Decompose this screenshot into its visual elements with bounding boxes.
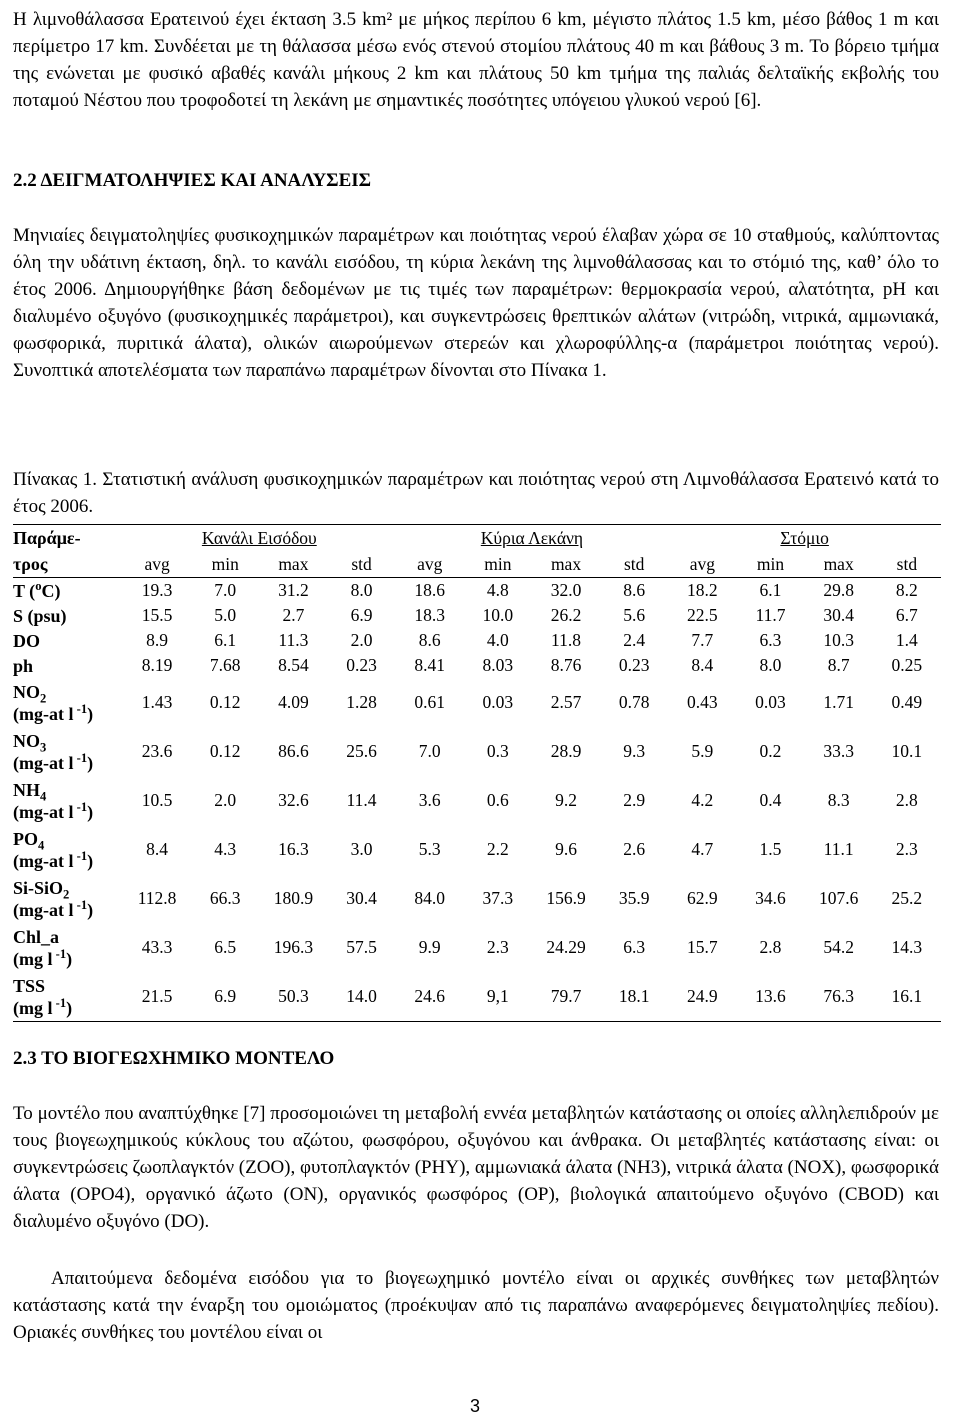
group-header-inlet-channel: Κανάλι Εισόδου [123,525,396,552]
value-cell: 4.09 [278,692,309,712]
value-cell: 1.43 [141,692,173,712]
value-cell: 4.3 [214,839,237,859]
value-cell: 7.0 [418,741,441,761]
value-cell: 3.0 [350,839,373,859]
param-header-top: Παράμε- [13,525,123,552]
value-cell: 1.28 [346,692,377,712]
value-cell: 6.9 [191,972,259,1022]
value-cell: 32.0 [550,580,582,600]
value-cell: 18.6 [414,580,446,600]
value-cell: 0.25 [891,655,923,675]
value-cell: 4.2 [691,790,714,810]
value-cell: 156.9 [546,888,586,908]
value-cell: 18.3 [414,605,446,625]
value-cell: 23.6 [141,741,173,761]
value-cell: 8.4 [691,655,714,675]
table-stat-header-row [13,551,941,578]
value-cell: 8.41 [414,655,446,675]
parameter-name: T ($^o$C) [13,578,61,601]
value-cell: 2.8 [895,790,918,810]
value-cell: 35.9 [618,888,650,908]
table-group-header-row [13,525,941,552]
statistics-table [13,524,941,1022]
value-cell: 180.9 [273,888,314,908]
value-cell: 79.7 [532,972,600,1022]
value-cell: 2.0 [350,630,373,650]
stat-header-cell: min [191,551,259,578]
value-cell: 6.3 [623,937,646,957]
value-cell: 0.61 [414,692,446,712]
stat-header-cell: max [805,551,873,578]
value-cell: 32.6 [278,790,309,810]
value-cell: 8.0 [759,655,782,675]
table-caption: Πίνακας 1. Στατιστική ανάλυση φυσικοχημικών παραμέτρων και ποιότητας νερού στη Λιμνοθάλασσα Ερατεινό κατά το έτος 2006. [13,469,939,517]
table-row [13,678,941,727]
value-cell: 196.3 [273,937,314,957]
value-cell: 8.54 [278,655,309,675]
value-cell: 6.5 [214,937,237,957]
value-cell: 0.49 [891,692,923,712]
value-cell: 7.7 [691,630,714,650]
value-cell: 2.9 [623,790,646,810]
value-cell: 11.1 [823,839,854,859]
parameter-name: $NO_3$ (mg-at l $^{-1}$) [13,730,94,773]
value-cell: 0.23 [346,655,377,675]
stat-header-cell: min [464,551,532,578]
value-cell: 10.5 [141,790,173,810]
value-cell: 0.2 [759,741,782,761]
value-cell: 0.6 [486,790,509,810]
value-cell: 1.5 [759,839,782,859]
paragraph-lagoon-description: Η λιμνοθάλασσα Ερατεινού έχει έκταση 3.5 km² με μήκος περίπου 6 km, μέγιστο πλάτος 1.5 km, μέσο βάθος 1 m και περίμετρο 17 km. Συνδέεται με τη θάλασσα μέσω ενός στενού στομίου πλάτους 40 m και βάθους 3 m. Το βόρειο τμήμα της ενώνεται με φυσικό αβαθές κανάλι μήκους 2 km και πλάτους 50 km τμήμα της παλιάς δελταϊκής εκβολής του ποταμού Νέστου που τροφοδοτεί τη λεκάνη με σημαντικές ποσότητες υπόγειου γλυκού νερού [6]. [13,9,939,111]
parameter-name: $PO_4$ (mg-at l $^{-1}$) [13,828,94,871]
value-cell: 11.4 [346,790,377,810]
value-cell: 6.1 [214,630,237,650]
value-cell: 5.9 [691,741,714,761]
parameter-name: S (psu) [13,605,67,626]
table-row [13,776,941,825]
value-cell: 19.3 [141,580,173,600]
value-cell: 15.7 [687,937,718,957]
value-cell: 24.6 [396,972,464,1022]
parameter-name: TSS (mg l $^{-1}$) [13,972,123,1022]
value-cell: 4.0 [486,630,509,650]
value-cell: 66.3 [209,888,241,908]
table-row [13,653,941,678]
value-cell: 9.6 [555,839,577,859]
value-cell: 29.8 [823,580,854,600]
heading-sampling-analysis: 2.2 ΔΕΙΓΜΑΤΟΛΗΨΙΕΣ ΚΑΙ ΑΝΑΛΥΣΕΙΣ [13,170,372,191]
value-cell: 86.6 [278,741,309,761]
value-cell: 43.3 [141,937,173,957]
value-cell: 11.8 [551,630,581,650]
page-number: 3 [470,1396,481,1416]
value-cell: 30.4 [346,888,377,908]
parameter-name: Chl_a (mg l $^{-1}$) [13,926,73,969]
value-cell: 14.3 [891,937,923,957]
stat-header-cell: max [259,551,327,578]
value-cell: 33.3 [823,741,854,761]
parameter-name: $NH_4$ (mg-at l $^{-1}$) [13,779,94,822]
value-cell: 18.1 [600,972,668,1022]
value-cell: 9.2 [555,790,577,810]
value-cell: 0.03 [482,692,514,712]
value-cell: 2.4 [623,630,646,650]
table-row [13,874,941,923]
value-cell: 8.7 [827,655,850,675]
value-cell: 8.9 [146,630,169,650]
value-cell: 11.7 [755,605,786,625]
value-cell: 4.8 [486,580,509,600]
value-cell: 30.4 [823,605,854,625]
group-header-main-basin: Κύρια Λεκάνη [396,525,669,552]
value-cell: 0.78 [618,692,650,712]
value-cell: 18.2 [687,580,718,600]
value-cell: 6.3 [759,630,782,650]
value-cell: 4.7 [691,839,714,859]
value-cell: 84.0 [414,888,446,908]
value-cell: 25.6 [346,741,377,761]
parameter-name: Si-SiO$_2$ (mg-at l $^{-1}$) [13,877,94,920]
value-cell: 54.2 [823,937,854,957]
value-cell: 8.03 [482,655,514,675]
value-cell: 9,1 [464,972,532,1022]
value-cell: 5.6 [623,605,646,625]
parameter-name: DO [13,630,40,651]
param-header-bottom: τρος [13,551,123,578]
value-cell: 6.9 [350,605,373,625]
value-cell: 16.1 [873,972,941,1022]
value-cell: 31.2 [278,580,309,600]
value-cell: 0.23 [618,655,650,675]
value-cell: 2.6 [623,839,646,859]
value-cell: 62.9 [687,888,718,908]
value-cell: 2.2 [486,839,509,859]
value-cell: 24.9 [668,972,736,1022]
value-cell: 13.6 [736,972,804,1022]
value-cell: 24.29 [546,937,586,957]
table-row [13,603,941,628]
value-cell: 2.3 [895,839,918,859]
value-cell: 2.7 [282,605,305,625]
value-cell: 112.8 [137,888,177,908]
value-cell: 7.68 [209,655,241,675]
value-cell: 2.57 [550,692,582,712]
value-cell: 8.19 [141,655,173,675]
value-cell: 10.3 [823,630,854,650]
paragraph-model-description: Το μοντέλο που αναπτύχθηκε [7] προσομοιώνει τη μεταβολή εννέα μεταβλητών κατάστασης οι οποίες αλληλεπιδρούν με τους βιογεωχημικούς κύκλους του αζώτου, φωσφόρου, οξυγόνου και άνθρακα. Οι μεταβλητές κατάστασης είναι: οι συγκεντρώσεις ζωοπλαγκτόν (ZOO), φυτοπλαγκτόν (PHY), αμμωνιακά άλατα (NH3), νιτρικά άλατα (NOX), φωσφορικά άλατα (OPO4), οργανικό άζωτο (ON), οργανικός φωσφόρος (OP), βιολογικά απαιτούμενο οξυγόνο (CBOD) και διαλυμένο οξυγόνο (DO). [13,1103,940,1232]
value-cell: 0.43 [687,692,718,712]
value-cell: 1.4 [895,630,918,650]
value-cell: 7.0 [214,580,237,600]
value-cell: 9.3 [623,741,646,761]
value-cell: 8.4 [146,839,169,859]
value-cell: 0.3 [486,741,509,761]
value-cell: 9.9 [418,937,441,957]
value-cell: 0.4 [759,790,782,810]
value-cell: 8.76 [550,655,582,675]
stat-header-cell: min [736,551,804,578]
table-row [13,825,941,874]
value-cell: 34.6 [755,888,786,908]
value-cell: 57.5 [346,937,377,957]
value-cell: 50.3 [259,972,327,1022]
value-cell: 25.2 [891,888,923,908]
value-cell: 76.3 [805,972,873,1022]
value-cell: 6.7 [895,605,918,625]
value-cell: 0.12 [209,741,241,761]
table-row [13,727,941,776]
value-cell: 28.9 [550,741,582,761]
parameter-name: ph [13,655,34,676]
heading-biogeochemical-model: 2.3 ΤΟ ΒΙΟΓΕΩΧΗΜΙΚΟ ΜΟΝΤΕΛΟ [13,1048,335,1069]
value-cell: 16.3 [278,839,309,859]
stat-header-cell: max [532,551,600,578]
table-row [13,972,941,1022]
value-cell: 6.1 [759,580,782,600]
value-cell: 2.8 [759,937,782,957]
table-row [13,578,941,604]
stat-header-cell: std [600,551,668,578]
table-row [13,923,941,972]
value-cell: 11.3 [278,630,309,650]
stat-header-cell: avg [668,551,736,578]
value-cell: 8.0 [350,580,373,600]
value-cell: 8.3 [827,790,850,810]
value-cell: 22.5 [687,605,718,625]
paragraph-input-data: Απαιτούμενα δεδομένα εισόδου για το βιογεωχημικό μοντέλο είναι οι αρχικές συνθήκες των μεταβλητών κατάστασης κατά την έναρξη του ομοιώματος (προέκυψαν από τις παραπάνω αναφερόμενες δειγματοληψίες πεδίου). Οριακές συνθήκες του μοντέλου είναι οι [13,1268,939,1343]
stat-header-cell: avg [396,551,464,578]
value-cell: 8.2 [895,580,918,600]
value-cell: 10.1 [891,741,923,761]
value-cell: 2.3 [486,937,509,957]
value-cell: 1.71 [823,692,854,712]
value-cell: 5.0 [214,605,237,625]
value-cell: 10.0 [482,605,514,625]
table-row [13,628,941,653]
value-cell: 26.2 [550,605,582,625]
stat-header-cell: std [327,551,395,578]
value-cell: 14.0 [327,972,395,1022]
value-cell: 3.6 [418,790,441,810]
value-cell: 2.0 [214,790,237,810]
value-cell: 0.12 [209,692,241,712]
group-header-mouth: Στόμιο [668,525,941,552]
value-cell: 5.3 [418,839,441,859]
value-cell: 15.5 [141,605,173,625]
value-cell: 21.5 [123,972,191,1022]
value-cell: 107.6 [818,888,859,908]
value-cell: 8.6 [623,580,646,600]
paragraph-sampling: Μηνιαίες δειγματοληψίες φυσικοχημικών παραμέτρων και ποιότητας νερού έλαβαν χώρα σε 10 σταθμούς, καλύπτοντας όλη την υδάτινη έκταση, δηλ. το κανάλι εισόδου, τη κύρια λεκάνη της λιμνοθάλασσας και το στόμιό της, καθ’ όλο το έτος 2006. Δημιουργήθηκε βάση δεδομένων με τις τιμές των παραμέτρων: θερμοκρασία νερού, αλατότητα, pH και διαλυμένο οξυγόνο (φυσικοχημικές παράμετροι), και συγκεντρώσεις θρεπτικών αλάτων (νιτρώδη, νιτρικά, αμμωνιακά, φωσφορικά, πυριτικά άλατα), ολικών αιωρούμενων στερεών και χλωροφύλλης-α (παράμετροι ποιότητας νερού). Συνοπτικά αποτελέσματα των παραπάνω παραμέτρων δίνονται στο Πίνακα 1. [13,225,939,381]
value-cell: 0.03 [755,692,786,712]
stat-header-cell: std [873,551,941,578]
stat-header-cell: avg [123,551,191,578]
value-cell: 37.3 [482,888,514,908]
value-cell: 8.6 [418,630,441,650]
parameter-name: $NO_2$ (mg-at l $^{-1}$) [13,681,94,724]
